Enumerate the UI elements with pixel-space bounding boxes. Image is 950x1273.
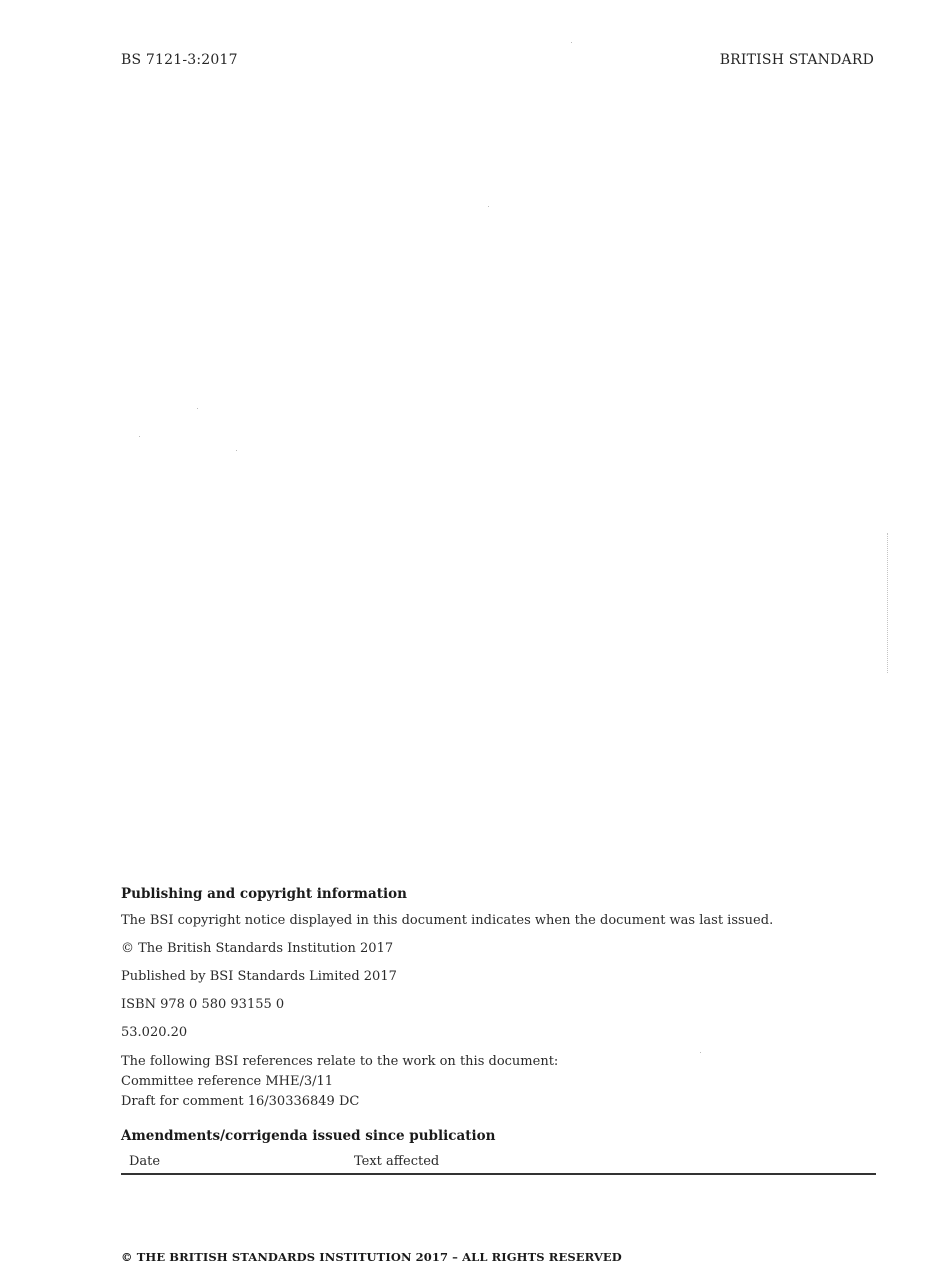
scan-speck <box>236 450 237 451</box>
scan-edge-marks <box>887 533 891 673</box>
scan-speck <box>197 408 198 409</box>
published-by: Published by BSI Standards Limited 2017 <box>121 969 397 984</box>
copyright-line: © The British Standards Institution 2017 <box>121 941 394 956</box>
draft-reference: Draft for comment 16/30336849 DC <box>121 1094 360 1109</box>
amendments-title: Amendments/corrigenda issued since publication <box>121 1128 496 1144</box>
scan-speck <box>139 436 140 437</box>
committee-reference: Committee reference MHE/3/11 <box>121 1074 334 1089</box>
publishing-section <box>121 886 877 1175</box>
isbn: ISBN 978 0 580 93155 0 <box>121 997 285 1012</box>
footer-copyright: © THE BRITISH STANDARDS INSTITUTION 2017 – ALL RIGHTS RESERVED <box>121 1250 622 1264</box>
publishing-title: Publishing and copyright information <box>121 886 407 902</box>
ics-code: 53.020.20 <box>121 1025 188 1040</box>
amendments-table <box>121 1154 876 1175</box>
column-header-date: Date <box>121 1154 354 1174</box>
table-header-row <box>121 1154 876 1174</box>
copyright-notice: The BSI copyright notice displayed in this document indicates when the document was last issued. <box>121 913 774 928</box>
header-series: BRITISH STANDARD <box>719 52 874 68</box>
bsi-references <box>121 1052 877 1112</box>
column-header-text-affected: Text affected <box>354 1154 876 1174</box>
header-doc-id: BS 7121-3:2017 <box>121 52 238 68</box>
scan-speck <box>488 206 489 207</box>
scan-speck <box>571 42 572 43</box>
refs-intro: The following BSI references relate to the work on this document: <box>121 1054 559 1069</box>
